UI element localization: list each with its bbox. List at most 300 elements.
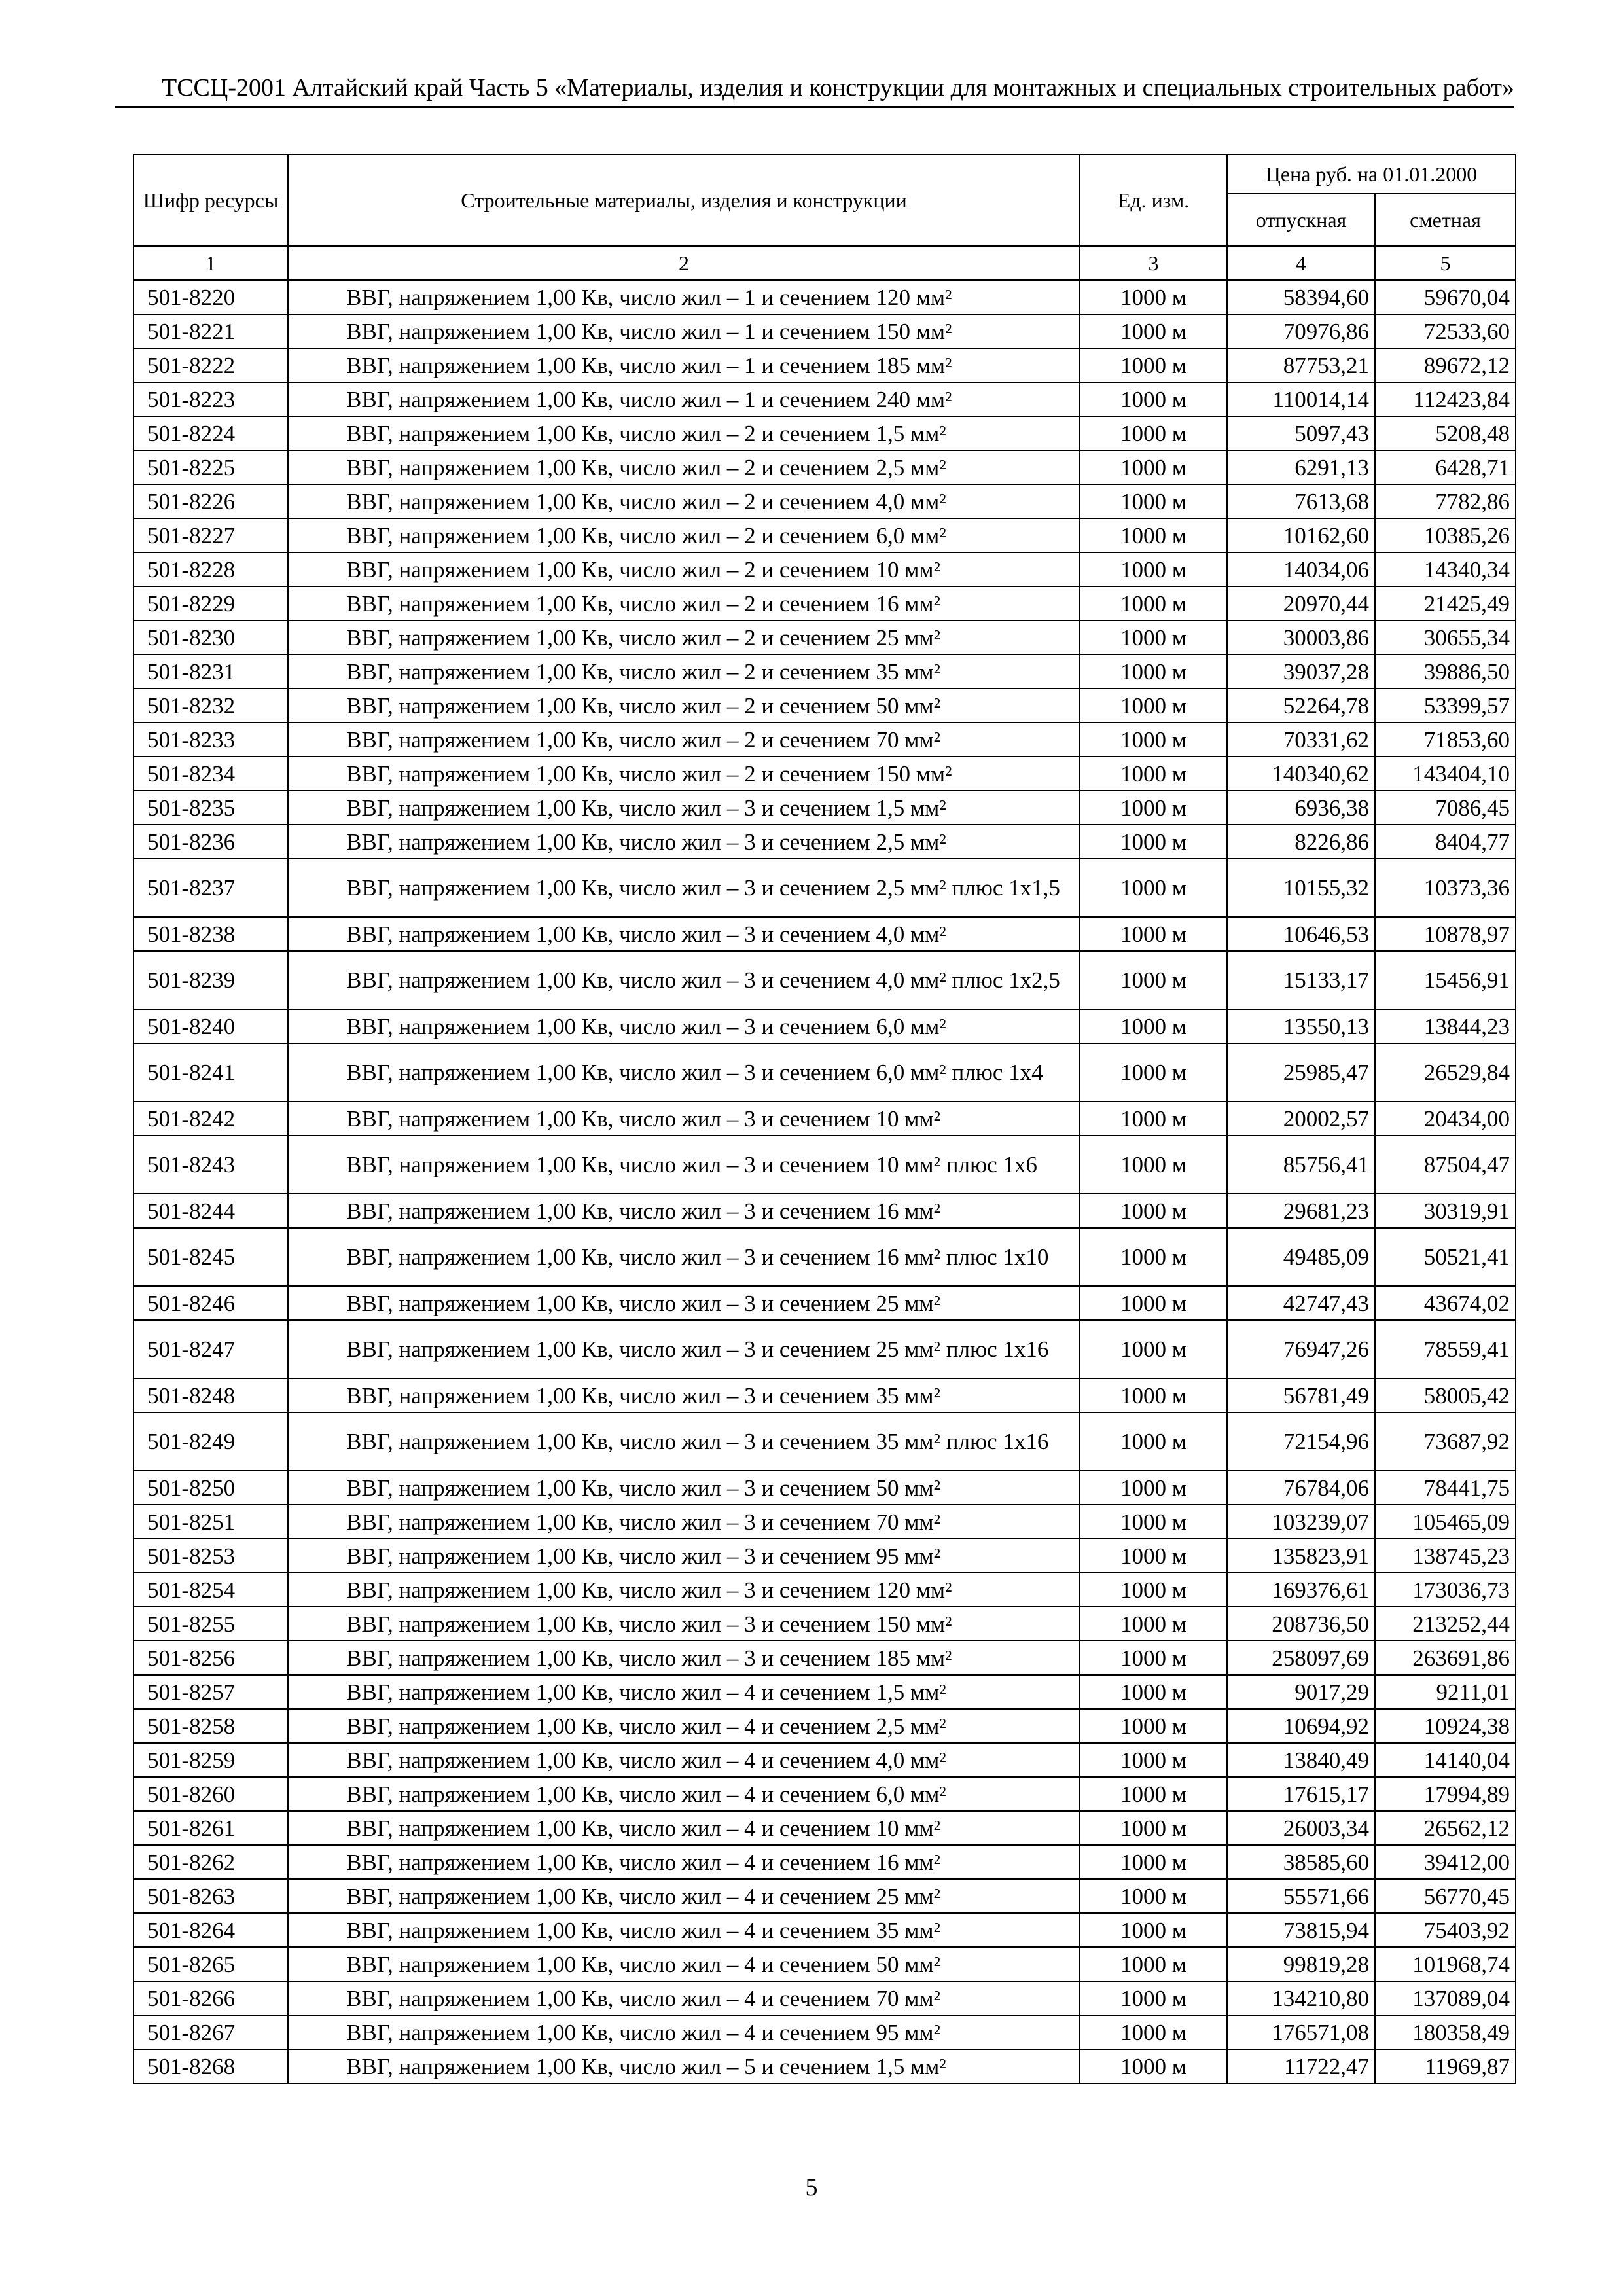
table-row	[134, 1743, 1516, 1777]
table-row	[134, 1981, 1516, 2015]
cell-code: 501-8246	[134, 1286, 288, 1320]
cell-code: 501-8223	[134, 382, 288, 416]
cell-unit: 1000 м	[1080, 1607, 1227, 1641]
cell-unit: 1000 м	[1080, 723, 1227, 757]
column-number: 2	[288, 246, 1080, 280]
cell-code: 501-8245	[134, 1228, 288, 1286]
cell-estimate-price: 17994,89	[1375, 1777, 1516, 1811]
cell-estimate-price: 10924,38	[1375, 1709, 1516, 1743]
table-row	[134, 280, 1516, 314]
cell-name: ВВГ, напряжением 1,00 Кв, число жил – 5 и сечением 1,5 мм²	[288, 2049, 1080, 2083]
cell-estimate-price: 30655,34	[1375, 620, 1516, 655]
cell-code: 501-8250	[134, 1471, 288, 1505]
cell-code: 501-8228	[134, 552, 288, 586]
cell-name: ВВГ, напряжением 1,00 Кв, число жил – 3 и сечением 185 мм²	[288, 1641, 1080, 1675]
cell-unit: 1000 м	[1080, 1675, 1227, 1709]
cell-name: ВВГ, напряжением 1,00 Кв, число жил – 1 и сечением 185 мм²	[288, 348, 1080, 382]
cell-code: 501-8264	[134, 1913, 288, 1947]
cell-release-price: 5097,43	[1227, 416, 1375, 450]
cell-name: ВВГ, напряжением 1,00 Кв, число жил – 1 и сечением 120 мм²	[288, 280, 1080, 314]
cell-name: ВВГ, напряжением 1,00 Кв, число жил – 3 и сечением 2,5 мм² плюс 1х1,5	[288, 859, 1080, 917]
cell-name: ВВГ, напряжением 1,00 Кв, число жил – 3 и сечением 120 мм²	[288, 1573, 1080, 1607]
table-row	[134, 484, 1516, 518]
cell-code: 501-8221	[134, 314, 288, 348]
cell-estimate-price: 138745,23	[1375, 1539, 1516, 1573]
cell-name: ВВГ, напряжением 1,00 Кв, число жил – 1 и сечением 150 мм²	[288, 314, 1080, 348]
cell-unit: 1000 м	[1080, 382, 1227, 416]
cell-name: ВВГ, напряжением 1,00 Кв, число жил – 4 и сечением 1,5 мм²	[288, 1675, 1080, 1709]
cell-release-price: 10694,92	[1227, 1709, 1375, 1743]
cell-code: 501-8248	[134, 1378, 288, 1412]
cell-estimate-price: 30319,91	[1375, 1194, 1516, 1228]
cell-release-price: 9017,29	[1227, 1675, 1375, 1709]
cell-unit: 1000 м	[1080, 1811, 1227, 1845]
table-row	[134, 1811, 1516, 1845]
price-table	[133, 154, 1516, 2084]
cell-release-price: 15133,17	[1227, 951, 1375, 1009]
cell-estimate-price: 20434,00	[1375, 1102, 1516, 1136]
cell-estimate-price: 72533,60	[1375, 314, 1516, 348]
cell-release-price: 26003,34	[1227, 1811, 1375, 1845]
cell-code: 501-8254	[134, 1573, 288, 1607]
cell-code: 501-8222	[134, 348, 288, 382]
table-row	[134, 450, 1516, 484]
cell-release-price: 13550,13	[1227, 1009, 1375, 1043]
cell-estimate-price: 43674,02	[1375, 1286, 1516, 1320]
column-number: 5	[1375, 246, 1516, 280]
cell-name: ВВГ, напряжением 1,00 Кв, число жил – 4 и сечением 35 мм²	[288, 1913, 1080, 1947]
cell-estimate-price: 14140,04	[1375, 1743, 1516, 1777]
table-body	[134, 280, 1516, 2083]
cell-name: ВВГ, напряжением 1,00 Кв, число жил – 3 и сечением 35 мм² плюс 1х16	[288, 1412, 1080, 1471]
cell-release-price: 13840,49	[1227, 1743, 1375, 1777]
cell-code: 501-8225	[134, 450, 288, 484]
cell-name: ВВГ, напряжением 1,00 Кв, число жил – 3 и сечением 4,0 мм² плюс 1х2,5	[288, 951, 1080, 1009]
cell-unit: 1000 м	[1080, 1471, 1227, 1505]
table-row	[134, 1412, 1516, 1471]
cell-estimate-price: 13844,23	[1375, 1009, 1516, 1043]
cell-release-price: 10155,32	[1227, 859, 1375, 917]
table-row	[134, 1378, 1516, 1412]
cell-code: 501-8236	[134, 825, 288, 859]
cell-name: ВВГ, напряжением 1,00 Кв, число жил – 2 и сечением 16 мм²	[288, 586, 1080, 620]
cell-unit: 1000 м	[1080, 1913, 1227, 1947]
cell-estimate-price: 78441,75	[1375, 1471, 1516, 1505]
table-row	[134, 1879, 1516, 1913]
cell-unit: 1000 м	[1080, 1845, 1227, 1879]
cell-unit: 1000 м	[1080, 1777, 1227, 1811]
cell-estimate-price: 56770,45	[1375, 1879, 1516, 1913]
cell-code: 501-8258	[134, 1709, 288, 1743]
cell-name: ВВГ, напряжением 1,00 Кв, число жил – 2 и сечением 150 мм²	[288, 757, 1080, 791]
table-row	[134, 382, 1516, 416]
cell-release-price: 73815,94	[1227, 1913, 1375, 1947]
table-row	[134, 655, 1516, 689]
cell-name: ВВГ, напряжением 1,00 Кв, число жил – 4 и сечением 95 мм²	[288, 2015, 1080, 2049]
cell-release-price: 8226,86	[1227, 825, 1375, 859]
cell-estimate-price: 7086,45	[1375, 791, 1516, 825]
cell-estimate-price: 26562,12	[1375, 1811, 1516, 1845]
cell-estimate-price: 143404,10	[1375, 757, 1516, 791]
cell-estimate-price: 73687,92	[1375, 1412, 1516, 1471]
cell-name: ВВГ, напряжением 1,00 Кв, число жил – 2 и сечением 70 мм²	[288, 723, 1080, 757]
table-header	[134, 154, 1516, 280]
cell-code: 501-8249	[134, 1412, 288, 1471]
cell-estimate-price: 213252,44	[1375, 1607, 1516, 1641]
cell-release-price: 42747,43	[1227, 1286, 1375, 1320]
cell-name: ВВГ, напряжением 1,00 Кв, число жил – 3 и сечением 6,0 мм²	[288, 1009, 1080, 1043]
cell-name: ВВГ, напряжением 1,00 Кв, число жил – 3 и сечением 1,5 мм²	[288, 791, 1080, 825]
column-numbers-row	[134, 246, 1516, 280]
cell-code: 501-8229	[134, 586, 288, 620]
cell-estimate-price: 39886,50	[1375, 655, 1516, 689]
cell-unit: 1000 м	[1080, 1879, 1227, 1913]
cell-code: 501-8240	[134, 1009, 288, 1043]
cell-name: ВВГ, напряжением 1,00 Кв, число жил – 3 и сечением 4,0 мм²	[288, 917, 1080, 951]
column-number: 1	[134, 246, 288, 280]
cell-release-price: 20970,44	[1227, 586, 1375, 620]
cell-code: 501-8266	[134, 1981, 288, 2015]
cell-estimate-price: 11969,87	[1375, 2049, 1516, 2083]
cell-estimate-price: 75403,92	[1375, 1913, 1516, 1947]
cell-unit: 1000 м	[1080, 1136, 1227, 1194]
cell-estimate-price: 6428,71	[1375, 450, 1516, 484]
cell-unit: 1000 м	[1080, 1412, 1227, 1471]
table-row	[134, 757, 1516, 791]
cell-code: 501-8255	[134, 1607, 288, 1641]
cell-release-price: 7613,68	[1227, 484, 1375, 518]
table-row	[134, 1539, 1516, 1573]
table-row	[134, 917, 1516, 951]
cell-code: 501-8231	[134, 655, 288, 689]
table-row	[134, 1505, 1516, 1539]
cell-code: 501-8242	[134, 1102, 288, 1136]
cell-code: 501-8263	[134, 1879, 288, 1913]
cell-estimate-price: 15456,91	[1375, 951, 1516, 1009]
cell-estimate-price: 101968,74	[1375, 1947, 1516, 1981]
cell-unit: 1000 м	[1080, 1194, 1227, 1228]
cell-name: ВВГ, напряжением 1,00 Кв, число жил – 3 и сечением 25 мм²	[288, 1286, 1080, 1320]
table-row	[134, 2015, 1516, 2049]
cell-unit: 1000 м	[1080, 1981, 1227, 2015]
cell-estimate-price: 10385,26	[1375, 518, 1516, 552]
table-row	[134, 1947, 1516, 1981]
cell-release-price: 6936,38	[1227, 791, 1375, 825]
cell-unit: 1000 м	[1080, 2049, 1227, 2083]
cell-name: ВВГ, напряжением 1,00 Кв, число жил – 3 и сечением 95 мм²	[288, 1539, 1080, 1573]
cell-release-price: 29681,23	[1227, 1194, 1375, 1228]
table-row	[134, 1228, 1516, 1286]
cell-estimate-price: 14340,34	[1375, 552, 1516, 586]
cell-name: ВВГ, напряжением 1,00 Кв, число жил – 1 и сечением 240 мм²	[288, 382, 1080, 416]
cell-release-price: 208736,50	[1227, 1607, 1375, 1641]
cell-release-price: 52264,78	[1227, 689, 1375, 723]
cell-name: ВВГ, напряжением 1,00 Кв, число жил – 3 и сечением 2,5 мм²	[288, 825, 1080, 859]
cell-estimate-price: 50521,41	[1375, 1228, 1516, 1286]
cell-code: 501-8233	[134, 723, 288, 757]
cell-estimate-price: 21425,49	[1375, 586, 1516, 620]
cell-release-price: 6291,13	[1227, 450, 1375, 484]
table-row	[134, 1471, 1516, 1505]
cell-code: 501-8227	[134, 518, 288, 552]
cell-unit: 1000 м	[1080, 2015, 1227, 2049]
table-row	[134, 791, 1516, 825]
table-row	[134, 1675, 1516, 1709]
cell-code: 501-8235	[134, 791, 288, 825]
cell-name: ВВГ, напряжением 1,00 Кв, число жил – 4 и сечением 25 мм²	[288, 1879, 1080, 1913]
cell-code: 501-8265	[134, 1947, 288, 1981]
cell-code: 501-8224	[134, 416, 288, 450]
cell-unit: 1000 м	[1080, 1573, 1227, 1607]
cell-release-price: 70331,62	[1227, 723, 1375, 757]
cell-release-price: 140340,62	[1227, 757, 1375, 791]
cell-release-price: 55571,66	[1227, 1879, 1375, 1913]
cell-name: ВВГ, напряжением 1,00 Кв, число жил – 2 и сечением 1,5 мм²	[288, 416, 1080, 450]
table-row	[134, 1607, 1516, 1641]
table-row	[134, 1777, 1516, 1811]
cell-unit: 1000 м	[1080, 1320, 1227, 1378]
cell-name: ВВГ, напряжением 1,00 Кв, число жил – 4 и сечением 2,5 мм²	[288, 1709, 1080, 1743]
table-row	[134, 1009, 1516, 1043]
cell-unit: 1000 м	[1080, 552, 1227, 586]
table-row	[134, 1286, 1516, 1320]
table-row	[134, 314, 1516, 348]
cell-estimate-price: 9211,01	[1375, 1675, 1516, 1709]
cell-unit: 1000 м	[1080, 1947, 1227, 1981]
cell-estimate-price: 10878,97	[1375, 917, 1516, 951]
cell-unit: 1000 м	[1080, 1539, 1227, 1573]
cell-code: 501-8230	[134, 620, 288, 655]
cell-unit: 1000 м	[1080, 655, 1227, 689]
cell-code: 501-8220	[134, 280, 288, 314]
column-header-estimate: сметная	[1375, 194, 1516, 246]
cell-release-price: 176571,08	[1227, 2015, 1375, 2049]
table-row	[134, 348, 1516, 382]
cell-estimate-price: 8404,77	[1375, 825, 1516, 859]
cell-code: 501-8247	[134, 1320, 288, 1378]
cell-name: ВВГ, напряжением 1,00 Кв, число жил – 3 и сечением 35 мм²	[288, 1378, 1080, 1412]
cell-release-price: 49485,09	[1227, 1228, 1375, 1286]
cell-name: ВВГ, напряжением 1,00 Кв, число жил – 2 и сечением 25 мм²	[288, 620, 1080, 655]
table-row	[134, 689, 1516, 723]
cell-name: ВВГ, напряжением 1,00 Кв, число жил – 2 и сечением 35 мм²	[288, 655, 1080, 689]
cell-release-price: 76784,06	[1227, 1471, 1375, 1505]
cell-estimate-price: 53399,57	[1375, 689, 1516, 723]
cell-release-price: 56781,49	[1227, 1378, 1375, 1412]
cell-unit: 1000 м	[1080, 1009, 1227, 1043]
cell-release-price: 39037,28	[1227, 655, 1375, 689]
cell-unit: 1000 м	[1080, 689, 1227, 723]
cell-estimate-price: 137089,04	[1375, 1981, 1516, 2015]
cell-release-price: 103239,07	[1227, 1505, 1375, 1539]
cell-release-price: 70976,86	[1227, 314, 1375, 348]
cell-release-price: 10646,53	[1227, 917, 1375, 951]
cell-estimate-price: 180358,49	[1375, 2015, 1516, 2049]
cell-name: ВВГ, напряжением 1,00 Кв, число жил – 3 и сечением 50 мм²	[288, 1471, 1080, 1505]
cell-code: 501-8260	[134, 1777, 288, 1811]
cell-code: 501-8256	[134, 1641, 288, 1675]
cell-code: 501-8244	[134, 1194, 288, 1228]
cell-code: 501-8261	[134, 1811, 288, 1845]
cell-name: ВВГ, напряжением 1,00 Кв, число жил – 4 и сечением 6,0 мм²	[288, 1777, 1080, 1811]
cell-name: ВВГ, напряжением 1,00 Кв, число жил – 3 и сечением 70 мм²	[288, 1505, 1080, 1539]
cell-code: 501-8239	[134, 951, 288, 1009]
cell-name: ВВГ, напряжением 1,00 Кв, число жил – 4 и сечением 70 мм²	[288, 1981, 1080, 2015]
cell-code: 501-8237	[134, 859, 288, 917]
cell-release-price: 25985,47	[1227, 1043, 1375, 1102]
cell-release-price: 99819,28	[1227, 1947, 1375, 1981]
cell-unit: 1000 м	[1080, 1286, 1227, 1320]
cell-code: 501-8262	[134, 1845, 288, 1879]
cell-code: 501-8226	[134, 484, 288, 518]
cell-estimate-price: 58005,42	[1375, 1378, 1516, 1412]
cell-unit: 1000 м	[1080, 1228, 1227, 1286]
cell-unit: 1000 м	[1080, 314, 1227, 348]
cell-estimate-price: 89672,12	[1375, 348, 1516, 382]
cell-unit: 1000 м	[1080, 1743, 1227, 1777]
cell-code: 501-8267	[134, 2015, 288, 2049]
cell-unit: 1000 м	[1080, 416, 1227, 450]
cell-unit: 1000 м	[1080, 791, 1227, 825]
cell-estimate-price: 71853,60	[1375, 723, 1516, 757]
cell-estimate-price: 112423,84	[1375, 382, 1516, 416]
column-header-code: Шифр ресурсы	[134, 154, 288, 246]
cell-estimate-price: 59670,04	[1375, 280, 1516, 314]
cell-name: ВВГ, напряжением 1,00 Кв, число жил – 4 и сечением 10 мм²	[288, 1811, 1080, 1845]
cell-code: 501-8232	[134, 689, 288, 723]
cell-name: ВВГ, напряжением 1,00 Кв, число жил – 3 и сечением 10 мм²	[288, 1102, 1080, 1136]
cell-estimate-price: 263691,86	[1375, 1641, 1516, 1675]
cell-release-price: 72154,96	[1227, 1412, 1375, 1471]
cell-name: ВВГ, напряжением 1,00 Кв, число жил – 4 и сечением 4,0 мм²	[288, 1743, 1080, 1777]
cell-unit: 1000 м	[1080, 1043, 1227, 1102]
cell-unit: 1000 м	[1080, 1641, 1227, 1675]
cell-unit: 1000 м	[1080, 1505, 1227, 1539]
cell-name: ВВГ, напряжением 1,00 Кв, число жил – 4 и сечением 16 мм²	[288, 1845, 1080, 1879]
cell-unit: 1000 м	[1080, 348, 1227, 382]
column-number: 4	[1227, 246, 1375, 280]
table-row	[134, 416, 1516, 450]
cell-estimate-price: 87504,47	[1375, 1136, 1516, 1194]
cell-name: ВВГ, напряжением 1,00 Кв, число жил – 2 и сечением 50 мм²	[288, 689, 1080, 723]
cell-release-price: 20002,57	[1227, 1102, 1375, 1136]
cell-code: 501-8268	[134, 2049, 288, 2083]
cell-name: ВВГ, напряжением 1,00 Кв, число жил – 2 и сечением 2,5 мм²	[288, 450, 1080, 484]
cell-estimate-price: 5208,48	[1375, 416, 1516, 450]
cell-unit: 1000 м	[1080, 859, 1227, 917]
cell-code: 501-8253	[134, 1539, 288, 1573]
table-row	[134, 951, 1516, 1009]
table-row	[134, 1136, 1516, 1194]
cell-name: ВВГ, напряжением 1,00 Кв, число жил – 4 и сечением 50 мм²	[288, 1947, 1080, 1981]
table-row	[134, 1194, 1516, 1228]
header-rule	[115, 106, 1514, 108]
table-row	[134, 1913, 1516, 1947]
table-row	[134, 1320, 1516, 1378]
cell-name: ВВГ, напряжением 1,00 Кв, число жил – 3 и сечением 16 мм²	[288, 1194, 1080, 1228]
cell-unit: 1000 м	[1080, 951, 1227, 1009]
table-row	[134, 1709, 1516, 1743]
cell-unit: 1000 м	[1080, 1378, 1227, 1412]
cell-unit: 1000 м	[1080, 757, 1227, 791]
cell-code: 501-8234	[134, 757, 288, 791]
table-row	[134, 552, 1516, 586]
cell-code: 501-8243	[134, 1136, 288, 1194]
cell-estimate-price: 105465,09	[1375, 1505, 1516, 1539]
column-number: 3	[1080, 246, 1227, 280]
table-row	[134, 1102, 1516, 1136]
table-row	[134, 620, 1516, 655]
cell-name: ВВГ, напряжением 1,00 Кв, число жил – 3 и сечением 6,0 мм² плюс 1х4	[288, 1043, 1080, 1102]
table-row	[134, 586, 1516, 620]
running-header: ТССЦ-2001 Алтайский край Часть 5 «Материалы, изделия и конструкции для монтажных и специальных строительных работ»	[162, 74, 1514, 101]
cell-name: ВВГ, напряжением 1,00 Кв, число жил – 3 и сечением 25 мм² плюс 1х16	[288, 1320, 1080, 1378]
cell-release-price: 11722,47	[1227, 2049, 1375, 2083]
column-header-unit: Ед. изм.	[1080, 154, 1227, 246]
cell-release-price: 134210,80	[1227, 1981, 1375, 2015]
cell-code: 501-8238	[134, 917, 288, 951]
cell-unit: 1000 м	[1080, 586, 1227, 620]
cell-unit: 1000 м	[1080, 1709, 1227, 1743]
cell-release-price: 17615,17	[1227, 1777, 1375, 1811]
column-header-price-group: Цена руб. на 01.01.2000	[1227, 154, 1516, 194]
cell-release-price: 76947,26	[1227, 1320, 1375, 1378]
cell-release-price: 30003,86	[1227, 620, 1375, 655]
cell-estimate-price: 7782,86	[1375, 484, 1516, 518]
cell-name: ВВГ, напряжением 1,00 Кв, число жил – 2 и сечением 6,0 мм²	[288, 518, 1080, 552]
cell-estimate-price: 173036,73	[1375, 1573, 1516, 1607]
column-header-name: Строительные материалы, изделия и конструкции	[288, 154, 1080, 246]
cell-estimate-price: 39412,00	[1375, 1845, 1516, 1879]
cell-release-price: 85756,41	[1227, 1136, 1375, 1194]
cell-name: ВВГ, напряжением 1,00 Кв, число жил – 2 и сечением 10 мм²	[288, 552, 1080, 586]
cell-unit: 1000 м	[1080, 280, 1227, 314]
table-row	[134, 859, 1516, 917]
cell-release-price: 169376,61	[1227, 1573, 1375, 1607]
cell-name: ВВГ, напряжением 1,00 Кв, число жил – 3 и сечением 16 мм² плюс 1х10	[288, 1228, 1080, 1286]
cell-release-price: 110014,14	[1227, 382, 1375, 416]
cell-release-price: 258097,69	[1227, 1641, 1375, 1675]
cell-estimate-price: 78559,41	[1375, 1320, 1516, 1378]
table-row	[134, 1043, 1516, 1102]
cell-unit: 1000 м	[1080, 484, 1227, 518]
cell-release-price: 14034,06	[1227, 552, 1375, 586]
table-row	[134, 825, 1516, 859]
cell-release-price: 135823,91	[1227, 1539, 1375, 1573]
table-row	[134, 1641, 1516, 1675]
cell-unit: 1000 м	[1080, 450, 1227, 484]
cell-code: 501-8259	[134, 1743, 288, 1777]
cell-code: 501-8251	[134, 1505, 288, 1539]
cell-unit: 1000 м	[1080, 620, 1227, 655]
cell-name: ВВГ, напряжением 1,00 Кв, число жил – 2 и сечением 4,0 мм²	[288, 484, 1080, 518]
cell-name: ВВГ, напряжением 1,00 Кв, число жил – 3 и сечением 10 мм² плюс 1х6	[288, 1136, 1080, 1194]
column-header-release: отпускная	[1227, 194, 1375, 246]
cell-unit: 1000 м	[1080, 1102, 1227, 1136]
table-row	[134, 1845, 1516, 1879]
table-row	[134, 723, 1516, 757]
cell-release-price: 38585,60	[1227, 1845, 1375, 1879]
cell-estimate-price: 10373,36	[1375, 859, 1516, 917]
cell-name: ВВГ, напряжением 1,00 Кв, число жил – 3 и сечением 150 мм²	[288, 1607, 1080, 1641]
cell-release-price: 58394,60	[1227, 280, 1375, 314]
cell-estimate-price: 26529,84	[1375, 1043, 1516, 1102]
cell-code: 501-8257	[134, 1675, 288, 1709]
cell-unit: 1000 м	[1080, 518, 1227, 552]
cell-release-price: 10162,60	[1227, 518, 1375, 552]
cell-unit: 1000 м	[1080, 917, 1227, 951]
page-number: 5	[805, 2174, 818, 2201]
